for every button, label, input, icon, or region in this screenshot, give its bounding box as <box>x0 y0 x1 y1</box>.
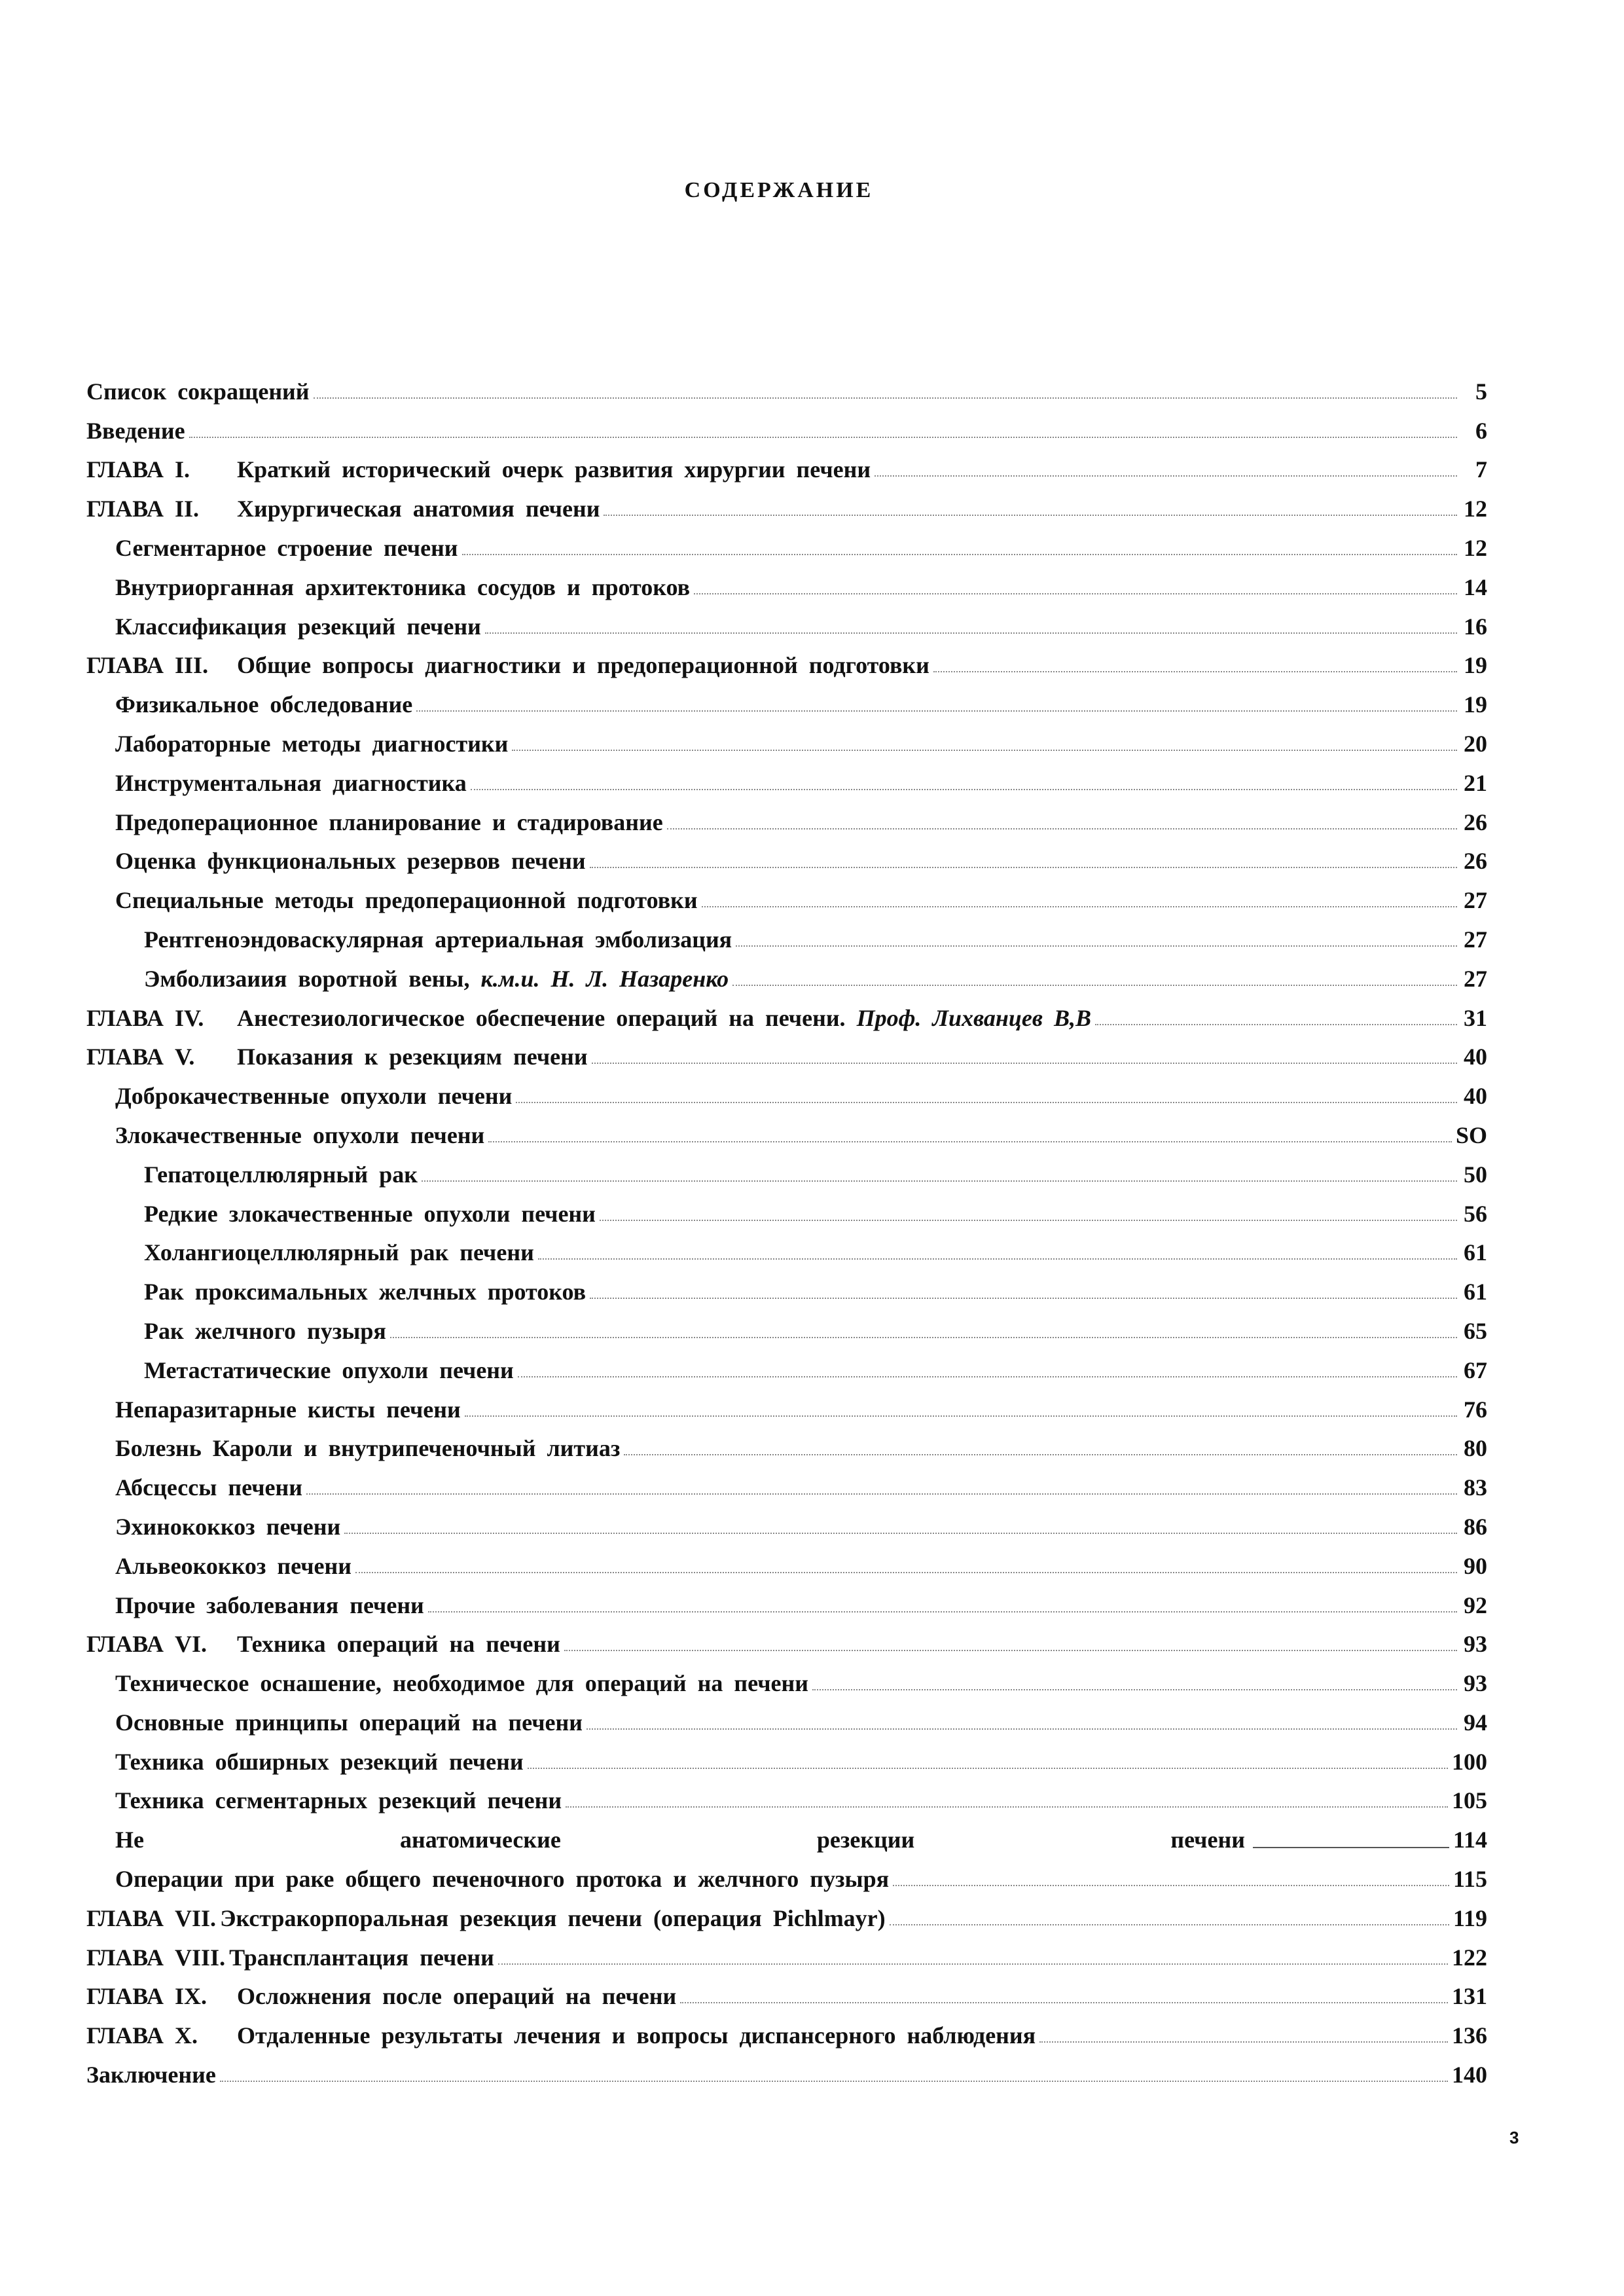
dot-leader <box>590 1297 1457 1299</box>
toc-entry-text: Злокачественные опухоли печени <box>115 1121 485 1148</box>
dot-leader <box>592 1062 1457 1064</box>
toc-chapter-7[interactable] <box>86 1893 1487 1933</box>
toc-entry-text: Рентгеноэндоваскулярная артериальная эмболизация <box>144 926 732 953</box>
toc-entry-text: Краткий исторический очерк развития хирургии печени <box>237 456 871 483</box>
page-number: 3 <box>1509 2128 1519 2147</box>
toc-page-number: 114 <box>1453 1827 1487 1853</box>
chapter-number: ГЛАВА III. <box>86 652 209 679</box>
toc-page-number: 80 <box>1464 1435 1487 1462</box>
toc-page-number: 90 <box>1464 1552 1487 1579</box>
toc-page-number: 100 <box>1452 1748 1487 1775</box>
toc-chapter-10[interactable] <box>86 2011 1487 2050</box>
toc-page-number: 115 <box>1453 1866 1487 1893</box>
dot-leader <box>604 514 1457 516</box>
toc-entry[interactable] <box>86 1267 1487 1306</box>
toc-entry-text: Основные принципы операций на печени <box>115 1709 583 1736</box>
dot-leader <box>933 670 1457 672</box>
page-title: СОДЕРЖАНИЕ <box>684 178 874 202</box>
dot-leader <box>189 436 1457 438</box>
toc-word: резекции <box>816 1827 915 1853</box>
dot-leader <box>306 1493 1457 1495</box>
toc-page-number: 27 <box>1464 887 1487 914</box>
dot-leader <box>732 984 1457 986</box>
toc-entry[interactable] <box>86 1541 1487 1580</box>
toc-page-number: 136 <box>1452 2022 1487 2049</box>
toc-entry-text: Введение <box>86 417 185 444</box>
toc-entry-text: Внутриорганная архитектоника сосудов и протоков <box>115 574 691 600</box>
toc-entry[interactable] <box>86 1737 1487 1776</box>
toc-page-number: 67 <box>1464 1357 1487 1383</box>
toc-entry-text: Операции при раке общего печеночного протока и желчного пузыря <box>115 1866 890 1893</box>
toc-entry[interactable] <box>86 719 1487 758</box>
toc-page-number: 65 <box>1464 1317 1487 1344</box>
toc-entry-text: Заключение <box>86 2062 216 2088</box>
toc-entry[interactable] <box>86 1776 1487 1815</box>
toc-page-number: 140 <box>1452 2062 1487 2088</box>
toc-page-number: 94 <box>1464 1709 1487 1736</box>
dot-leader <box>875 475 1457 477</box>
toc-page-number: 14 <box>1464 574 1487 600</box>
dot-leader <box>702 905 1457 907</box>
toc-entry[interactable] <box>86 1854 1487 1893</box>
toc-entry-text: Техника обширных резекций печени <box>115 1748 524 1775</box>
dot-leader <box>518 1376 1457 1377</box>
toc-chapter-2[interactable] <box>86 484 1487 523</box>
toc-entry-text: Непаразитарные кисты печени <box>115 1396 461 1423</box>
toc-entry[interactable] <box>86 1385 1487 1424</box>
chapter-number: ГЛАВА II. <box>86 496 200 522</box>
dot-leader <box>736 945 1457 947</box>
toc-entry-text: Редкие злокачественные опухоли печени <box>144 1200 596 1227</box>
toc-entry[interactable] <box>86 1150 1487 1189</box>
dot-leader <box>624 1453 1457 1455</box>
dot-leader <box>586 1728 1457 1730</box>
dot-leader <box>355 1571 1457 1573</box>
dot-leader <box>528 1767 1448 1769</box>
toc-page-number: 83 <box>1464 1474 1487 1501</box>
toc-page-number: 26 <box>1464 848 1487 875</box>
toc-page-number: 76 <box>1464 1396 1487 1423</box>
dot-leader <box>314 397 1457 399</box>
toc-page-number: 40 <box>1464 1083 1487 1110</box>
toc-entry[interactable] <box>86 1658 1487 1698</box>
toc-entry-author: к.м.и. Н. Л. Назаренко <box>480 965 729 992</box>
toc-entry-text: Классификация резекций печени <box>115 613 481 640</box>
toc-page-number: SO <box>1455 1121 1487 1148</box>
toc-entry-text: Рак желчного пузыря <box>144 1317 386 1344</box>
chapter-number: ГЛАВА VII. <box>86 1904 217 1931</box>
dot-leader <box>893 1884 1449 1886</box>
dot-leader <box>422 1180 1457 1182</box>
toc-entry-text: Альвеококкоз печени <box>115 1552 352 1579</box>
toc-page-number: 7 <box>1475 456 1487 483</box>
chapter-number: ГЛАВА V. <box>86 1044 195 1070</box>
dot-leader <box>428 1611 1457 1613</box>
dot-leader <box>485 632 1457 634</box>
chapter-number: ГЛАВА IX. <box>86 1983 208 2010</box>
dot-leader <box>564 1649 1457 1651</box>
toc-entry-text: Эмболизаиия воротной вены, <box>144 965 470 992</box>
dot-leader <box>471 788 1457 790</box>
toc-entry-text: Оценка функциональных резервов печени <box>115 848 586 875</box>
toc-entry[interactable] <box>86 1463 1487 1502</box>
toc-page-number: 20 <box>1464 730 1487 757</box>
toc-page-number: 50 <box>1464 1161 1487 1188</box>
toc-word: анатомические <box>400 1827 561 1853</box>
toc-entry-text: Показания к резекциям печени <box>237 1044 588 1070</box>
toc-page-number: 93 <box>1464 1670 1487 1697</box>
toc-entry-conclusion[interactable] <box>86 2050 1487 2089</box>
toc-entry-text: Сегментарное строение печени <box>115 534 458 561</box>
dot-leader <box>694 592 1457 594</box>
toc-entry[interactable] <box>86 1502 1487 1541</box>
dot-leader <box>1095 1023 1457 1025</box>
toc-entry[interactable] <box>86 1698 1487 1737</box>
toc-page-number: 27 <box>1464 926 1487 953</box>
toc-entry[interactable] <box>86 1110 1487 1150</box>
toc-word: Не <box>115 1827 144 1853</box>
dot-leader <box>465 1415 1457 1417</box>
toc-entry[interactable] <box>86 602 1487 641</box>
toc-entry-text: Список сокращений <box>86 378 310 405</box>
toc-entry-text: Абсцессы печени <box>115 1474 302 1501</box>
toc-entry[interactable] <box>86 562 1487 602</box>
toc-entry-non-anatomic-resections[interactable] <box>86 1815 1487 1854</box>
toc-entry-text: Экстракорпоральная резекция печени (операция Pichlmayr) <box>220 1904 886 1931</box>
toc-page-number: 31 <box>1464 1004 1487 1031</box>
toc-page-number: 21 <box>1464 769 1487 796</box>
toc-chapter-9[interactable] <box>86 1972 1487 2011</box>
dot-leader <box>680 2001 1448 2003</box>
toc-entry-text: Метастатические опухоли печени <box>144 1357 514 1383</box>
toc-entry[interactable] <box>86 875 1487 915</box>
toc-page-number: 6 <box>1475 417 1487 444</box>
toc-page-number: 19 <box>1464 691 1487 718</box>
chapter-number: ГЛАВА VIII. <box>86 1944 226 1971</box>
chapter-number: ГЛАВА X. <box>86 2022 198 2049</box>
toc-entry[interactable] <box>86 954 1487 993</box>
toc-entry[interactable] <box>86 1306 1487 1345</box>
toc-entry-introduction[interactable] <box>86 406 1487 445</box>
toc-chapter-5[interactable] <box>86 1032 1487 1072</box>
toc-entry[interactable] <box>86 1345 1487 1385</box>
dot-leader <box>812 1688 1457 1690</box>
toc-entry[interactable] <box>86 1189 1487 1228</box>
chapter-number: ГЛАВА I. <box>86 456 190 483</box>
dot-leader <box>590 866 1457 868</box>
toc-chapter-3[interactable] <box>86 641 1487 680</box>
toc-entry-text: Отдаленные результаты лечения и вопросы диспансерного наблюдения <box>237 2022 1036 2049</box>
dot-leader <box>667 828 1457 829</box>
dot-leader <box>538 1258 1457 1260</box>
toc-entry-abbreviations[interactable] <box>86 367 1487 406</box>
toc-chapter-1[interactable] <box>86 445 1487 484</box>
toc-entry[interactable] <box>86 797 1487 837</box>
dot-leader <box>498 1963 1448 1965</box>
toc-entry-text: Инструментальная диагностика <box>115 769 467 796</box>
toc-entry[interactable] <box>86 523 1487 562</box>
toc-page-number: 19 <box>1464 652 1487 679</box>
dot-leader <box>462 553 1457 555</box>
toc-entry-text: Осложнения после операций на печени <box>237 1983 677 2010</box>
toc-entry-text: Гепатоцеллюлярный рак <box>144 1161 418 1188</box>
toc-page-number: 131 <box>1452 1983 1487 2010</box>
toc-page-number: 61 <box>1464 1279 1487 1305</box>
toc-chapter-8[interactable] <box>86 1933 1487 1972</box>
toc-entry-text: Анестезиологическое обеспечение операций на печени. <box>237 1004 846 1031</box>
toc-page-number: 61 <box>1464 1239 1487 1266</box>
dot-leader <box>344 1532 1457 1534</box>
toc-entry-text: Рак проксимальных желчных протоков <box>144 1279 586 1305</box>
toc-entry[interactable] <box>86 1071 1487 1110</box>
toc-page-number: 122 <box>1452 1944 1487 1971</box>
toc-entry[interactable] <box>86 1580 1487 1620</box>
toc-entry-text: Трансплантация печени <box>229 1944 494 1971</box>
toc-entry-text: Прочие заболевания печени <box>115 1592 424 1618</box>
toc-entry-text: Лабораторные методы диагностики <box>115 730 509 757</box>
toc-entry-text: Холангиоцеллюлярный рак печени <box>144 1239 534 1266</box>
toc-page-number: 93 <box>1464 1631 1487 1658</box>
toc-page-number: 12 <box>1464 496 1487 522</box>
chapter-number: ГЛАВА VI. <box>86 1631 208 1658</box>
dot-leader <box>516 1101 1457 1103</box>
toc-entry-author: Проф. Лихванцев В,В <box>856 1004 1091 1031</box>
toc-page-number: 27 <box>1464 965 1487 992</box>
toc-page-number: 40 <box>1464 1044 1487 1070</box>
table-of-contents <box>86 367 1487 2089</box>
toc-entry-text: Специальные методы предоперационной подготовки <box>115 887 698 914</box>
dot-leader <box>390 1336 1457 1338</box>
toc-entry-text: Предоперационное планирование и стадирование <box>115 809 663 835</box>
toc-entry-text: Техника операций на печени <box>237 1631 560 1658</box>
toc-page-number: 86 <box>1464 1513 1487 1540</box>
toc-page-number: 26 <box>1464 809 1487 835</box>
dot-leader <box>488 1140 1452 1142</box>
toc-entry[interactable] <box>86 680 1487 719</box>
dot-leader <box>512 749 1457 751</box>
dot-leader <box>220 2080 1448 2082</box>
toc-page-number: 5 <box>1475 378 1487 405</box>
toc-entry[interactable] <box>86 837 1487 876</box>
toc-entry-text: Физикальное обследование <box>115 691 413 718</box>
dot-leader <box>1039 2041 1448 2043</box>
toc-entry-text: Болезнь Кароли и внутрипеченочный литиаз <box>115 1435 621 1462</box>
toc-entry[interactable] <box>86 1424 1487 1463</box>
toc-entry-text: Общие вопросы диагностики и предоперационной подготовки <box>237 652 929 679</box>
toc-entry-text: Эхинококкоз печени <box>115 1513 341 1540</box>
toc-page-number: 16 <box>1464 613 1487 640</box>
toc-page-number: 105 <box>1452 1787 1487 1814</box>
toc-page-number: 119 <box>1453 1904 1487 1931</box>
toc-entry-text: Техническое оснашение, необходимое для операций на печени <box>115 1670 808 1697</box>
toc-word: печени <box>1170 1827 1245 1853</box>
toc-entry[interactable] <box>86 915 1487 954</box>
dot-leader <box>566 1806 1448 1808</box>
toc-entry-text: Хирургическая анатомия печени <box>237 496 600 522</box>
toc-entry[interactable] <box>86 758 1487 797</box>
toc-entry[interactable] <box>86 1228 1487 1267</box>
dot-leader <box>416 710 1457 712</box>
toc-entry-text: Доброкачественные опухоли печени <box>115 1083 513 1110</box>
leader-line <box>1253 1846 1449 1848</box>
toc-page-number: 92 <box>1464 1592 1487 1618</box>
toc-chapter-6[interactable] <box>86 1620 1487 1659</box>
dot-leader <box>600 1219 1457 1221</box>
toc-page-number: 56 <box>1464 1200 1487 1227</box>
toc-chapter-4[interactable] <box>86 993 1487 1032</box>
toc-entry-text: Техника сегментарных резекций печени <box>115 1787 562 1814</box>
chapter-number: ГЛАВА IV. <box>86 1004 204 1031</box>
dot-leader <box>890 1923 1449 1925</box>
toc-page-number: 12 <box>1464 534 1487 561</box>
